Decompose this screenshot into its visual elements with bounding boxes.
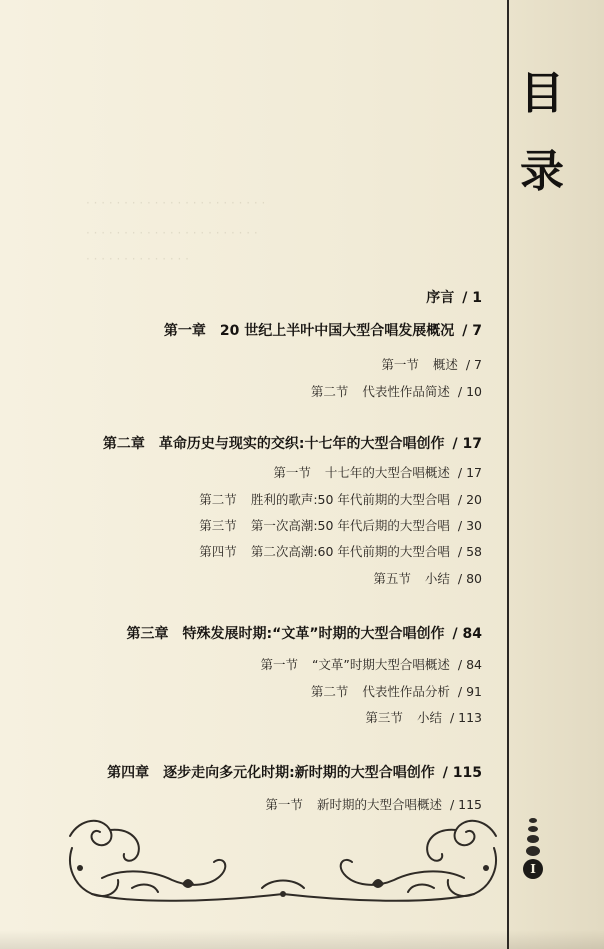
toc-section[interactable]: [365, 708, 482, 726]
section-page: / 17: [457, 465, 482, 480]
toc-section[interactable]: [273, 463, 482, 481]
marker-dot: [529, 818, 537, 823]
chapter-label: 第二章: [102, 436, 145, 452]
show-through-text: · · · · · · · · · · · · · · · · · · · · · · ·: [86, 226, 258, 240]
ornament-flourish-icon: [62, 808, 504, 908]
toc-chapter-4[interactable]: [107, 762, 482, 782]
contents-title-char-2: 录: [520, 146, 564, 197]
chapter-title: 20 世纪上半叶中国大型合唱发展概况: [219, 323, 455, 339]
section-page: / 113: [449, 710, 482, 725]
section-page: / 91: [457, 684, 482, 699]
toc-section[interactable]: [199, 490, 482, 508]
toc-chapter-3[interactable]: [127, 623, 482, 643]
section-title: 代表性作品简述: [362, 384, 450, 399]
chapter-title: 逐步走向多元化时期:新时期的大型合唱创作: [163, 765, 435, 781]
section-title: 第一次高潮:50 年代后期的大型合唱: [250, 518, 450, 533]
chapter-title: 革命历史与现实的交织:十七年的大型合唱创作: [158, 436, 445, 452]
chapter-label: 第一章: [163, 323, 206, 339]
toc-section[interactable]: [381, 355, 482, 373]
section-page: / 30: [457, 518, 482, 533]
chapter-page: / 7: [462, 323, 482, 339]
section-title: “文革”时期大型合唱概述: [311, 657, 450, 672]
show-through-text: · · · · · · · · · · · · · ·: [86, 252, 189, 266]
section-label: 第一节: [273, 465, 311, 480]
section-title: 十七年的大型合唱概述: [324, 465, 450, 480]
section-label: 第二节: [310, 684, 349, 699]
chapter-page: / 84: [452, 626, 482, 642]
section-title: 代表性作品分析: [362, 684, 450, 699]
marker-dot: [526, 846, 540, 856]
toc-section[interactable]: [260, 655, 482, 673]
section-page: / 80: [457, 571, 482, 586]
toc-chapter-1[interactable]: [164, 320, 482, 340]
section-label: 第四节: [199, 544, 237, 559]
chapter-title: 特殊发展时期:“文革”时期的大型合唱创作: [182, 626, 445, 642]
toc-section[interactable]: [199, 542, 482, 560]
section-page: / 115: [449, 797, 482, 812]
section-label: 第二节: [310, 384, 349, 399]
toc-section[interactable]: [311, 682, 482, 700]
section-title: 新时期的大型合唱概述: [316, 797, 442, 812]
toc-preface[interactable]: [426, 287, 482, 307]
section-title: 概述: [432, 357, 458, 372]
section-label: 第三节: [365, 710, 403, 725]
section-title: 小结: [424, 571, 450, 586]
contents-title-char-1: 目: [520, 68, 564, 119]
section-title: 胜利的歌声:50 年代前期的大型合唱: [250, 492, 450, 507]
section-page: / 58: [457, 544, 482, 559]
page-number: I: [523, 859, 543, 879]
section-label: 第五节: [373, 571, 411, 586]
chapter-label: 第四章: [107, 765, 150, 781]
section-label: 第一节: [381, 357, 419, 372]
page-marker: [523, 818, 543, 879]
chapter-page: / 115: [442, 765, 482, 781]
page-shadow: [0, 930, 604, 949]
section-title: 第二次高潮:60 年代前期的大型合唱: [250, 544, 450, 559]
toc-section[interactable]: [199, 516, 482, 534]
section-page: / 84: [457, 657, 482, 672]
toc-chapter-2[interactable]: [103, 433, 482, 453]
section-label: 第三节: [199, 518, 237, 533]
section-label: 第二节: [199, 492, 237, 507]
section-label: 第一节: [260, 657, 298, 672]
show-through-text: · · · · · · · · · · · · · · · · · · · · · · · ·: [86, 196, 266, 210]
toc-section[interactable]: [311, 382, 482, 400]
marker-dot: [528, 826, 538, 832]
marker-dot: [527, 835, 539, 843]
chapter-page: / 17: [452, 436, 482, 452]
toc-section[interactable]: [373, 569, 482, 587]
section-label: 第一节: [265, 797, 303, 812]
preface-label: 序言: [426, 290, 455, 306]
section-page: / 10: [457, 384, 482, 399]
chapter-label: 第三章: [126, 626, 169, 642]
section-page: / 7: [465, 357, 482, 372]
section-title: 小结: [416, 710, 442, 725]
section-page: / 20: [457, 492, 482, 507]
preface-page: / 1: [462, 290, 482, 306]
